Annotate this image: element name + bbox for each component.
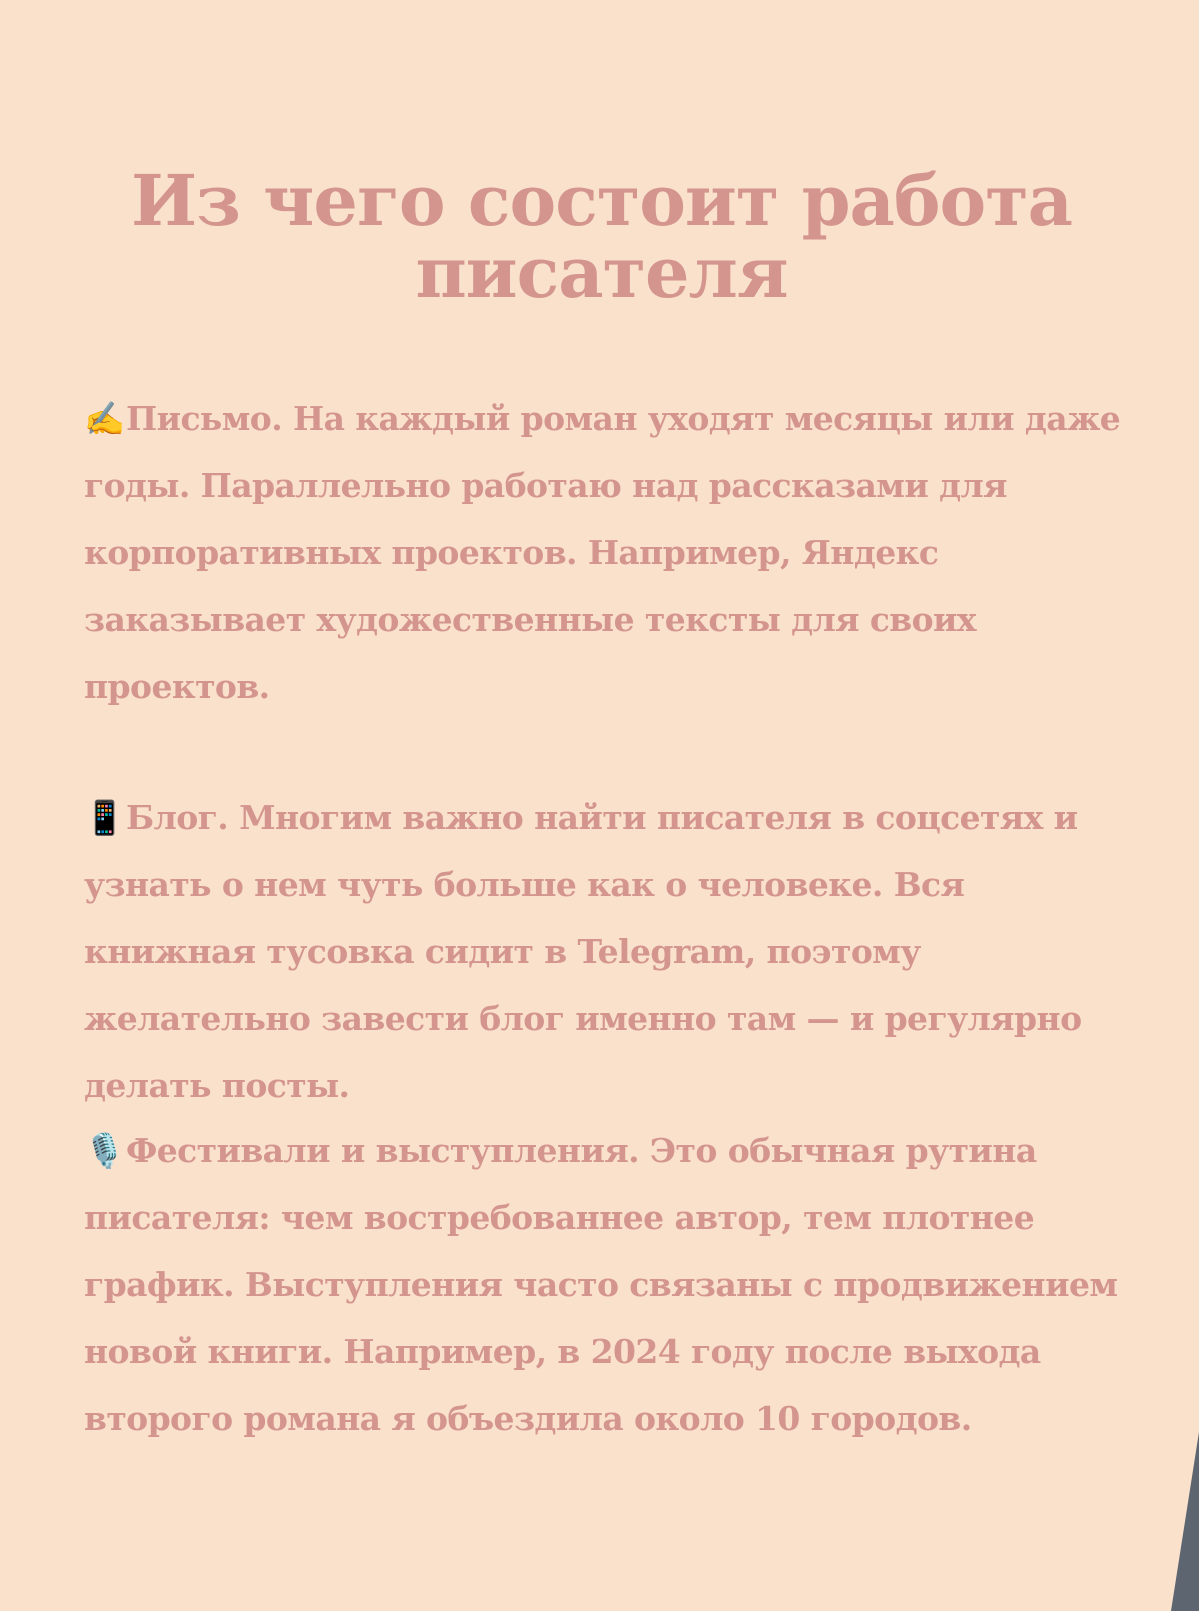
page-curl-shape [1171, 1432, 1199, 1611]
section-festivals-text: Фестивали и выступления. Это обычная рутина писателя: чем востребованнее автор, тем плотнее график. Выступления часто связаны с продвижением новой книги. Например, в 2024 году после выхода второго романа я объездила около 10 городов. [84, 1131, 1118, 1438]
mobile-phone-icon: 📱 [84, 798, 125, 837]
section-writing-text: Письмо. На каждый роман уходят месяцы или даже годы. Параллельно работаю над рассказами для корпоративных проектов. Например, Яндекс заказывает художественные тексты для своих проектов. [84, 399, 1121, 706]
section-festivals [84, 1117, 1129, 1452]
page-title: Из чего состоит работа писателя [131, 159, 1072, 314]
page-curl-corner [1171, 1432, 1199, 1611]
section-blog-text: Блог. Многим важно найти писателя в соцсетях и узнать о нем чуть больше как о человеке. Вся книжная тусовка сидит в Telegram, поэтому желательно завести блог именно там — и регулярно делать посты. [84, 798, 1082, 1105]
writing-hand-icon: ✍️ [84, 399, 125, 438]
section-blog [84, 784, 1129, 1119]
microphone-icon: 🎙️ [84, 1131, 125, 1170]
section-writing [84, 385, 1129, 720]
